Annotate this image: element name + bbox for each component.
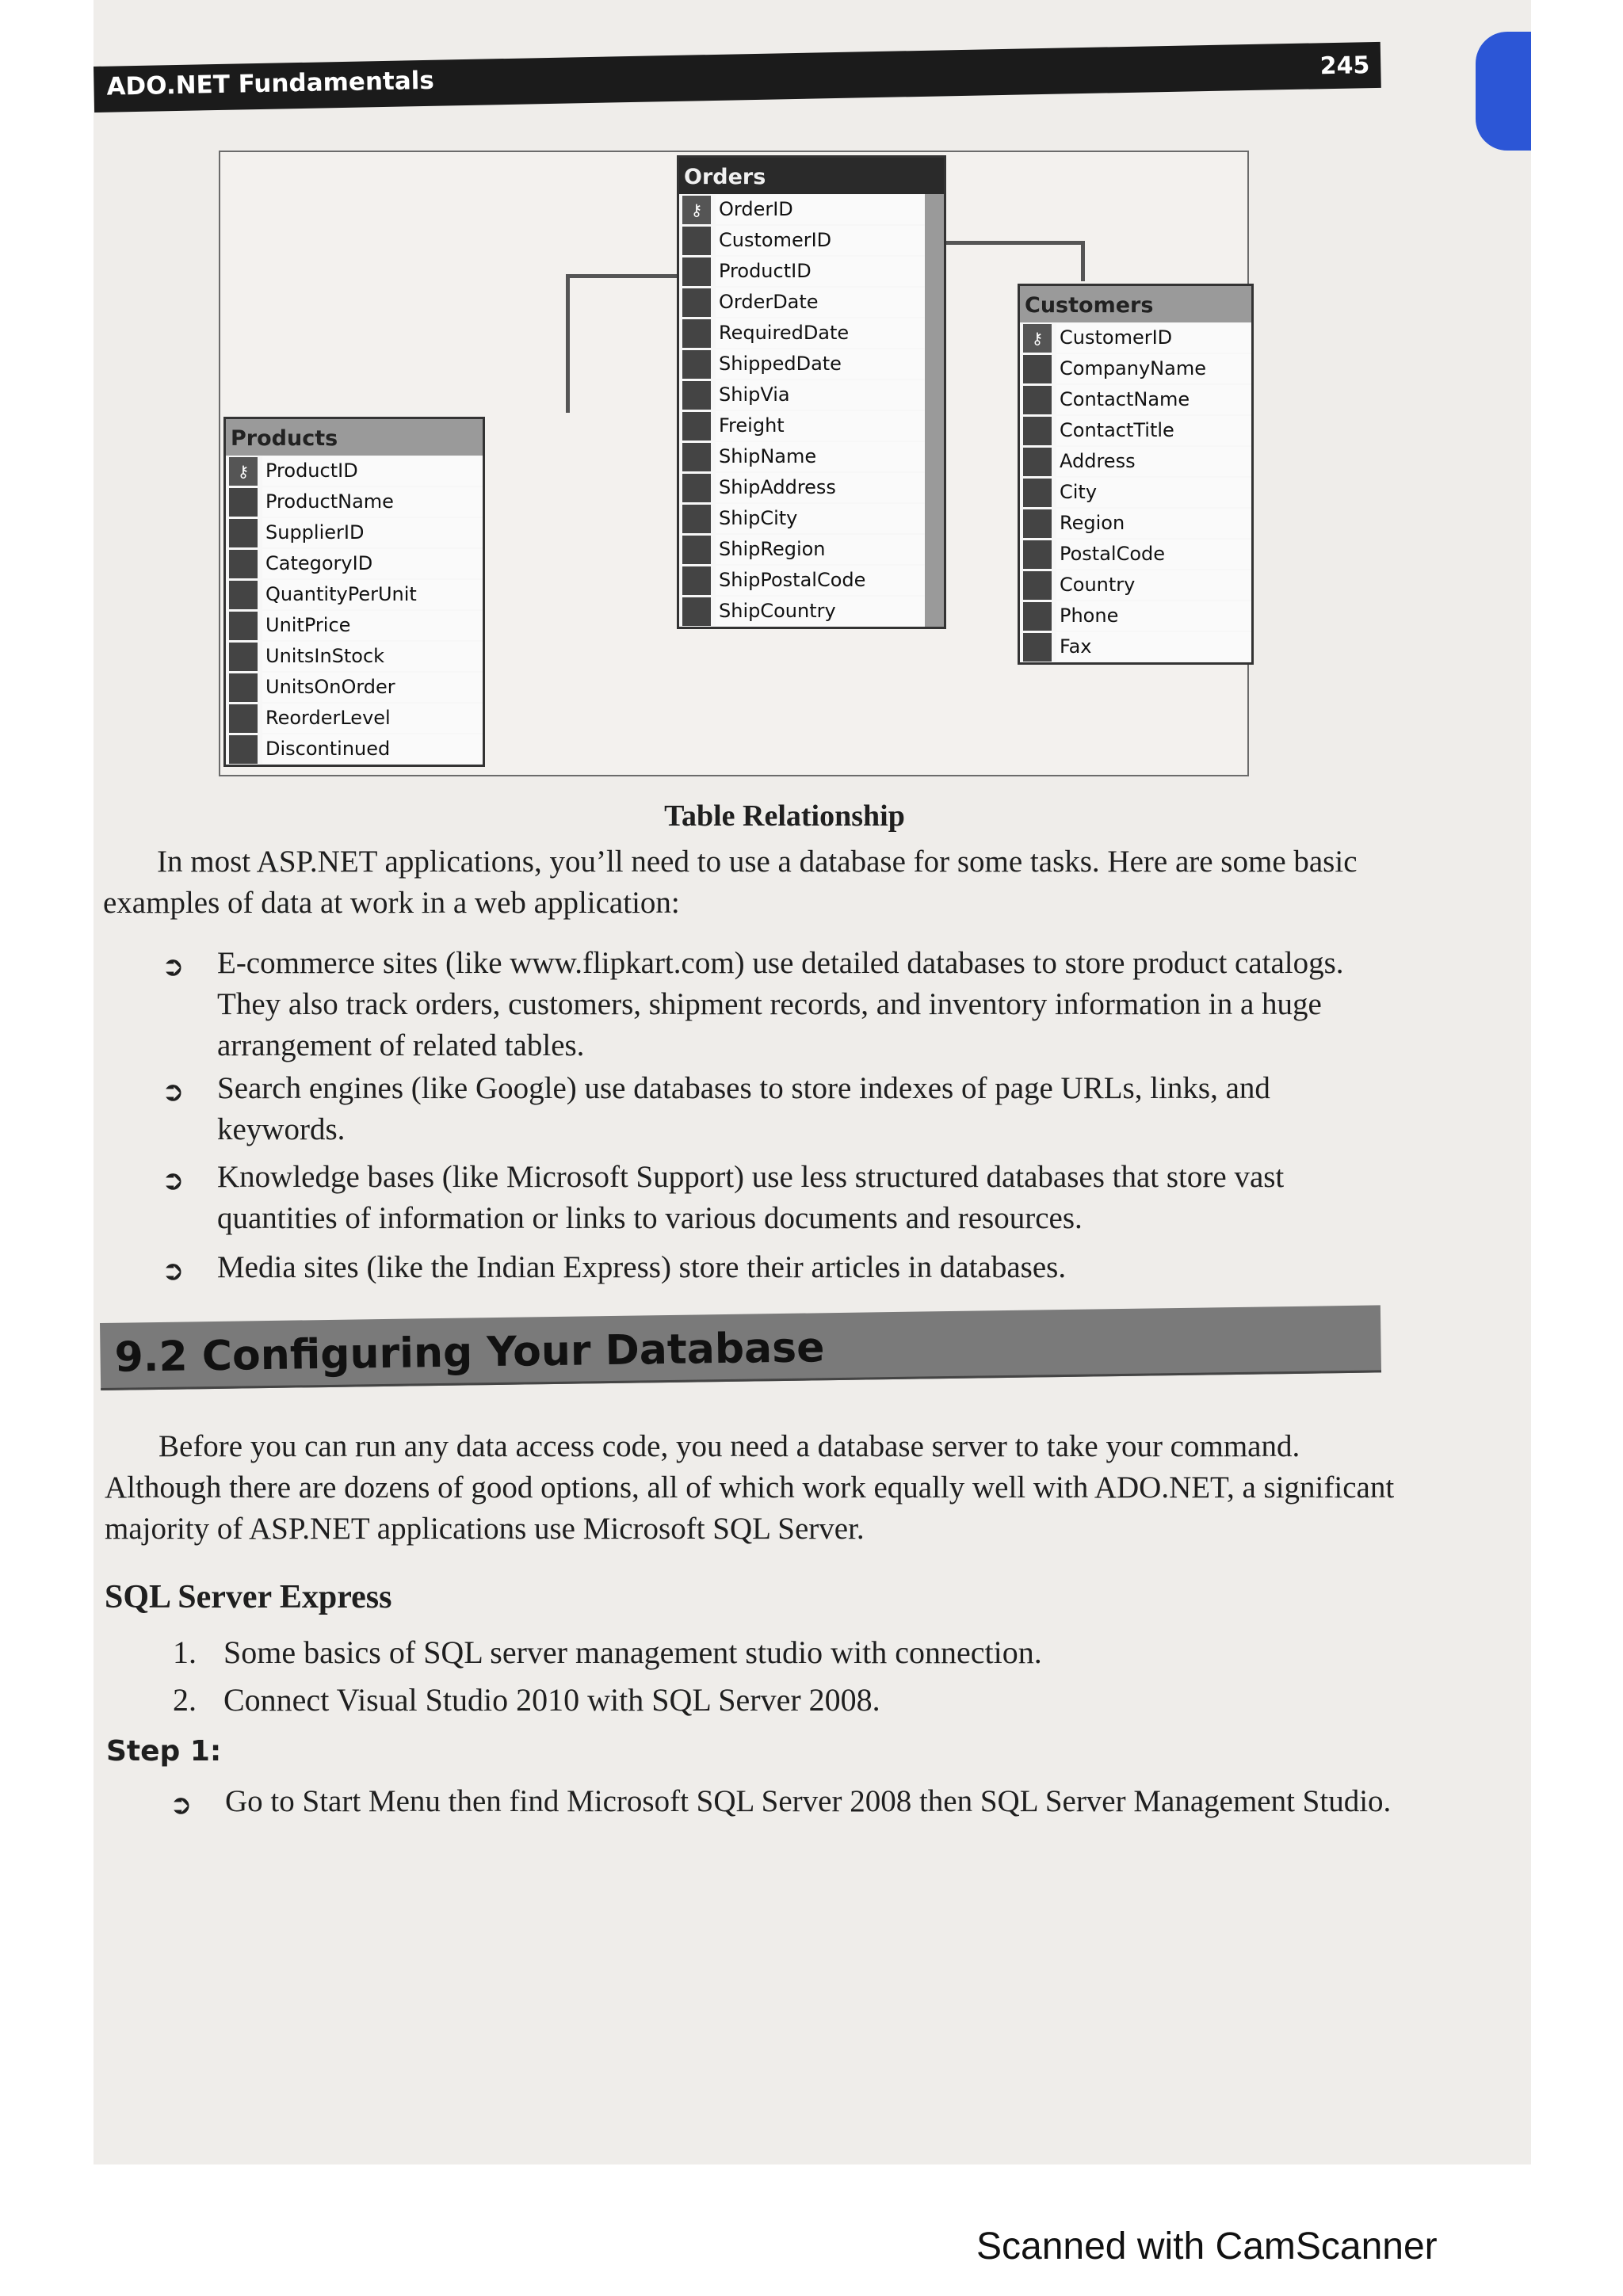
field-marker: [1023, 509, 1052, 538]
step1-bullet: [170, 1781, 1412, 1822]
table-field-row: [226, 517, 483, 548]
field-marker: [682, 597, 711, 626]
table-field-name: Phone: [1056, 601, 1251, 631]
table-field-row: [226, 734, 483, 765]
table-field-row: [1020, 508, 1251, 539]
orders-table-title: Orders: [679, 158, 944, 194]
table-field-row: [1020, 477, 1251, 508]
bullet-knowledge-bases: [162, 1157, 1404, 1239]
intro-paragraph: In most ASP.NET applications, you’ll need to use a database for some tasks. Here are some basic examples of data at work in a web application:: [103, 845, 1358, 920]
field-marker: [229, 612, 258, 640]
table-field-name: Freight: [716, 411, 944, 441]
table-field-name: UnitsInStock: [262, 642, 483, 671]
table-field-name: CustomerID: [1056, 323, 1251, 353]
field-marker: [229, 735, 258, 764]
orders-table: [677, 155, 946, 629]
section-paragraph: Before you can run any data access code, you need a database server to take your command. Although there are dozens of good options, all of which work equally well with ADO.NET, a significant majority of ASP.NET applications use Microsoft SQL Server.: [105, 1429, 1395, 1546]
field-marker: [682, 319, 711, 348]
table-field-row: [679, 349, 944, 379]
field-marker: [682, 227, 711, 255]
step-label: Step 1:: [106, 1735, 222, 1768]
table-field-name: ProductName: [262, 487, 483, 517]
header-bar: [94, 42, 1381, 113]
table-field-name: Country: [1056, 570, 1251, 600]
table-field-row: [226, 579, 483, 610]
table-field-row: [679, 256, 944, 287]
table-relationship-diagram: [219, 151, 1249, 776]
book-page: [94, 0, 1531, 2164]
table-field-name: ShipPostalCode: [716, 566, 944, 595]
key-icon: ⚷: [229, 457, 258, 486]
arrow-bullet-icon: ➲: [162, 1076, 185, 1108]
sql-express-item-1: [173, 1632, 1396, 1673]
field-marker: [682, 288, 711, 317]
table-field-row: [1020, 539, 1251, 570]
table-field-row: [1020, 446, 1251, 477]
table-field-row: [1020, 322, 1251, 353]
table-field-name: ReorderLevel: [262, 704, 483, 733]
table-field-row: [679, 318, 944, 349]
field-marker: [682, 536, 711, 564]
table-field-name: ProductID: [262, 456, 483, 486]
table-field-name: RequiredDate: [716, 318, 944, 348]
table-field-row: [679, 534, 944, 565]
table-field-name: CategoryID: [262, 549, 483, 578]
table-field-row: [679, 472, 944, 503]
field-marker: [1023, 540, 1052, 569]
table-field-row: [679, 503, 944, 534]
table-field-name: ShipName: [716, 442, 944, 471]
sql-express-heading: SQL Server Express: [105, 1579, 392, 1615]
orders-scrollbar: [925, 194, 944, 627]
field-marker: [1023, 571, 1052, 600]
table-field-row: [226, 610, 483, 641]
table-field-name: SupplierID: [262, 518, 483, 547]
table-field-row: [679, 225, 944, 256]
field-marker: [682, 257, 711, 286]
field-marker: [229, 519, 258, 547]
table-field-row: [226, 703, 483, 734]
table-field-row: [226, 486, 483, 517]
table-field-name: Address: [1056, 447, 1251, 476]
table-field-row: [679, 194, 944, 225]
bullet-ecommerce-text: E-commerce sites (like www.flipkart.com) use detailed databases to store product catalogs. They also track orders, customers, shipment records, and inventory information in a huge arrangement of related tables.: [217, 946, 1344, 1062]
section-heading-bar: [100, 1305, 1381, 1390]
arrow-bullet-icon: ➲: [162, 1255, 185, 1287]
bullet-ecommerce: [162, 943, 1404, 1066]
table-field-name: UnitPrice: [262, 611, 483, 640]
page-number: 245: [1319, 51, 1370, 81]
table-field-name: Discontinued: [262, 734, 483, 764]
field-marker: [682, 381, 711, 410]
blue-tab-marker: [1476, 32, 1531, 151]
table-field-row: [679, 379, 944, 410]
bullet-media-sites-text: Media sites (like the Indian Express) store their articles in databases.: [217, 1250, 1067, 1284]
sql-express-item-2: [173, 1680, 1396, 1721]
field-marker: [682, 412, 711, 441]
products-field-list: [226, 456, 483, 765]
table-field-name: ShipVia: [716, 380, 944, 410]
key-icon: ⚷: [1023, 324, 1052, 353]
field-marker: [682, 350, 711, 379]
bullet-media-sites: [162, 1247, 1404, 1288]
table-field-name: ShipCity: [716, 504, 944, 533]
table-field-row: [679, 565, 944, 596]
field-marker: [1023, 633, 1052, 662]
field-marker: [682, 505, 711, 533]
field-marker: [229, 643, 258, 671]
orders-customers-connector: [938, 241, 1085, 281]
field-marker: [1023, 417, 1052, 445]
table-field-name: ContactName: [1056, 385, 1251, 414]
table-field-name: ShipAddress: [716, 473, 944, 502]
field-marker: [682, 474, 711, 502]
table-field-name: ProductID: [716, 257, 944, 286]
table-field-name: Region: [1056, 509, 1251, 538]
arrow-bullet-icon: ➲: [162, 1165, 185, 1196]
key-icon: ⚷: [682, 196, 711, 224]
table-field-row: [226, 456, 483, 486]
field-marker: [229, 581, 258, 609]
table-field-row: [679, 441, 944, 472]
table-field-row: [1020, 415, 1251, 446]
table-field-row: [679, 596, 944, 627]
diagram-caption: Table Relationship: [664, 799, 905, 833]
table-field-row: [1020, 353, 1251, 384]
table-field-name: ShipRegion: [716, 535, 944, 564]
table-field-row: [226, 548, 483, 579]
bullet-search-engines-text: Search engines (like Google) use databases to store indexes of page URLs, links, and keywords.: [217, 1071, 1270, 1146]
item-text: Some basics of SQL server management studio with connection.: [223, 1634, 1042, 1670]
field-marker: [229, 673, 258, 702]
orders-products-connector: [566, 274, 681, 413]
table-field-name: Fax: [1056, 632, 1251, 662]
scanner-watermark: Scanned with CamScanner: [976, 2225, 1438, 2267]
table-field-name: ShippedDate: [716, 349, 944, 379]
field-marker: [682, 443, 711, 471]
field-marker: [229, 550, 258, 578]
customers-table-title: Customers: [1020, 286, 1251, 322]
item-number: 2.: [173, 1682, 197, 1718]
table-field-name: CompanyName: [1056, 354, 1251, 383]
table-field-row: [1020, 384, 1251, 415]
table-field-name: OrderDate: [716, 288, 944, 317]
bullet-knowledge-bases-text: Knowledge bases (like Microsoft Support) use less structured databases that store vast quantities of information or links to various documents and resources.: [217, 1160, 1285, 1235]
table-field-row: [679, 287, 944, 318]
field-marker: [229, 704, 258, 733]
customers-field-list: [1020, 322, 1251, 662]
field-marker: [1023, 448, 1052, 476]
table-field-name: PostalCode: [1056, 540, 1251, 569]
table-field-row: [226, 641, 483, 672]
table-field-row: [679, 410, 944, 441]
field-marker: [1023, 479, 1052, 507]
table-field-row: [1020, 631, 1251, 662]
field-marker: [229, 488, 258, 517]
table-field-name: City: [1056, 478, 1251, 507]
arrow-bullet-icon: ➲: [162, 951, 185, 982]
header-title: ADO.NET Fundamentals: [106, 66, 435, 101]
table-field-name: QuantityPerUnit: [262, 580, 483, 609]
bullet-search-engines: [162, 1068, 1404, 1150]
arrow-bullet-icon: ➲: [170, 1789, 193, 1821]
item-text: Connect Visual Studio 2010 with SQL Server 2008.: [223, 1682, 880, 1718]
item-number: 1.: [173, 1634, 197, 1670]
table-field-name: UnitsOnOrder: [262, 673, 483, 702]
field-marker: [1023, 386, 1052, 414]
table-field-row: [1020, 570, 1251, 601]
table-field-name: CustomerID: [716, 226, 944, 255]
field-marker: [1023, 602, 1052, 631]
table-field-row: [1020, 601, 1251, 631]
table-field-name: OrderID: [716, 195, 944, 224]
table-field-name: ContactTitle: [1056, 416, 1251, 445]
step1-bullet-text: Go to Start Menu then find Microsoft SQL Server 2008 then SQL Server Management Studio.: [225, 1784, 1392, 1818]
orders-field-list: [679, 194, 944, 627]
customers-table: [1018, 284, 1254, 665]
products-table-title: Products: [226, 419, 483, 456]
section-title: 9.2 Configuring Your Database: [114, 1324, 825, 1382]
field-marker: [682, 566, 711, 595]
table-field-name: ShipCountry: [716, 597, 944, 626]
products-table: [223, 417, 485, 767]
table-field-row: [226, 672, 483, 703]
field-marker: [1023, 355, 1052, 383]
